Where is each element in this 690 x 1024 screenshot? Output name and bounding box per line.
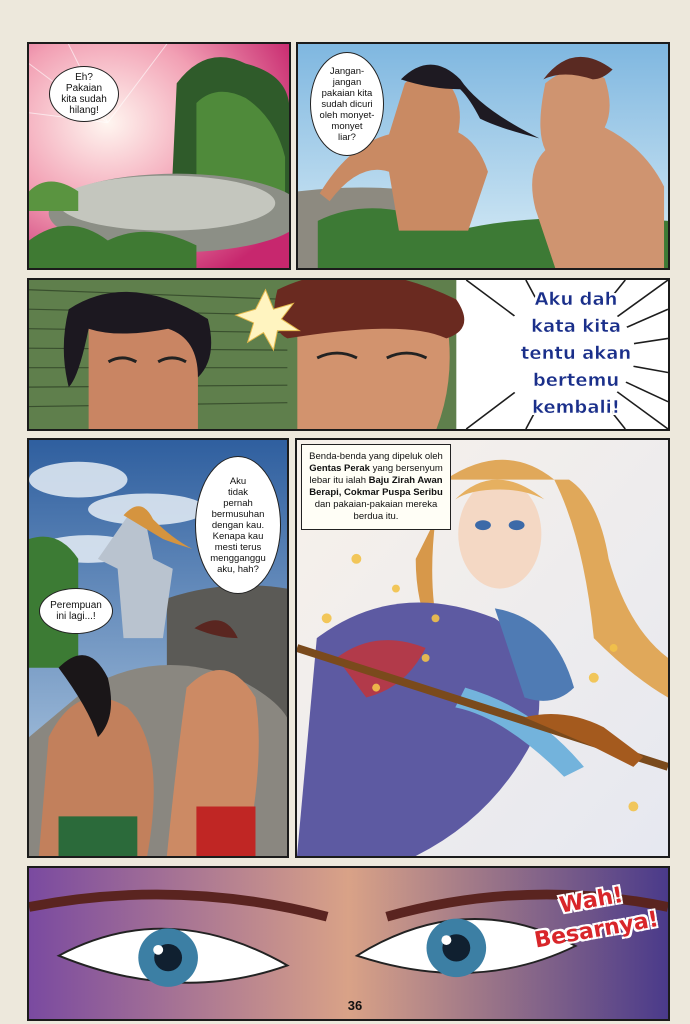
panel-2 bbox=[296, 42, 670, 270]
caption-text: dan pakaian-pakaian mereka berdua itu. bbox=[314, 499, 438, 522]
shout-text: Wah! Besarnya! bbox=[532, 882, 661, 954]
caption-text: Benda-benda yang dipeluk oleh bbox=[309, 451, 443, 462]
panel-3 bbox=[27, 278, 670, 431]
shout-text: Aku dah kata kita tentu akan bertemu kembali! bbox=[520, 289, 632, 418]
speech-bubble: Jangan- jangan pakaian kita sudah dicuri oleh monyet- monyet liar? bbox=[310, 52, 384, 156]
speech-bubble: Eh? Pakaian kita sudah hilang! bbox=[49, 66, 119, 122]
panel-4 bbox=[27, 438, 289, 858]
caption-name: Gentas Perak bbox=[309, 463, 370, 474]
speech-bubble: Aku tidak pernah bermusuhan dengan kau. Kenapa kau mesti terus mengganggu aku, hah? bbox=[195, 456, 281, 594]
panel-5 bbox=[295, 438, 670, 858]
page-number: 36 bbox=[347, 998, 363, 1013]
caption-text: yang bersenyum lebar itu ialah bbox=[309, 463, 443, 486]
speech-bubble: Perempuan ini lagi...! bbox=[39, 588, 113, 634]
caption-items: Baju Zirah Awan Berapi, Cokmar Puspa Seribu bbox=[309, 475, 443, 498]
panel-1 bbox=[27, 42, 291, 270]
narration-caption bbox=[301, 444, 451, 530]
